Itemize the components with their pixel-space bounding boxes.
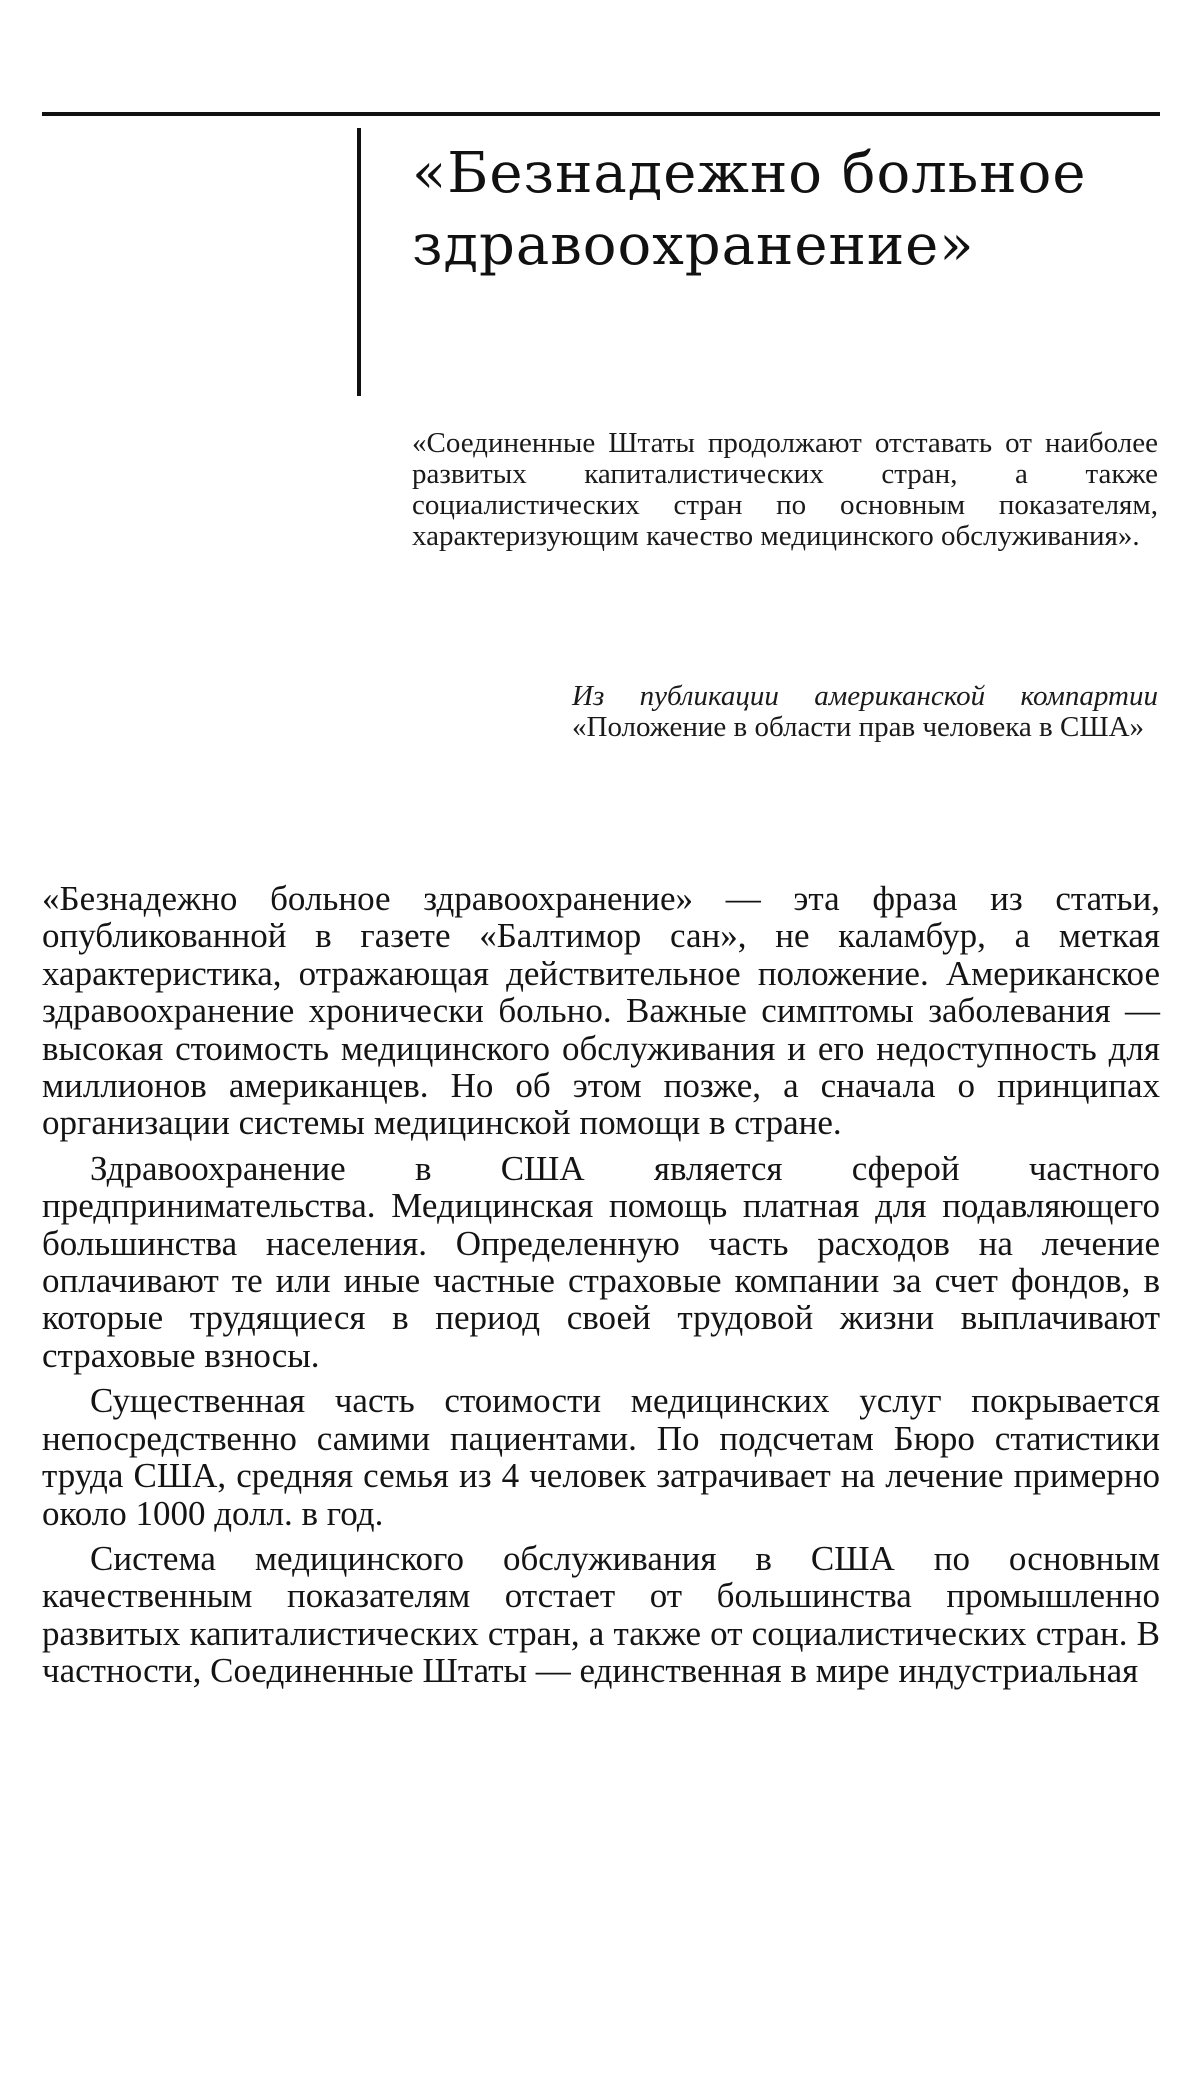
epigraph-source	[572, 681, 1158, 743]
chapter-title: «Безнадежно больное здравоохранение»	[412, 141, 1087, 278]
paragraph-3: Существенная часть стоимости медицинских услуг покрывается непосредственно самими пациентами. По подсчетам Бюро статистики труда США, средняя семья из 4 человек затрачивает на лечение примерно около 1000 долл. в год.	[42, 1381, 1160, 1533]
epigraph-source-lead: Из публикации американской компартии	[572, 680, 1158, 712]
title-vertical-rule	[357, 128, 361, 396]
top-horizontal-rule	[42, 112, 1160, 116]
paragraph-1: «Безнадежно больное здравоохранение» — эта фраза из статьи, опубликованной в газете «Балтимор сан», не каламбур, а меткая характеристика, отражающая действительное положение. Американское здравоохранение хронически больно. Важные симптомы заболевания — высокая стоимость медицинского обслуживания и его недоступность для миллионов американцев. Но об этом позже, а сначала о принципах организации системы медицинской помощи в стране.	[42, 879, 1160, 1143]
epigraph-source-title: «Положение в области прав человека в США»	[572, 711, 1145, 743]
epigraph-quote: «Соединенные Штаты продолжают отставать от наиболее развитых капиталистических стран, а также социалистических стран по основным показателям, характеризующим качество медицинского обслуживания».	[412, 427, 1158, 552]
paragraph-2: Здравоохранение в США является сферой частного предпринимательства. Медицинская помощь платная для подавляющего большинства населения. Определенную часть расходов на лечение оплачивают те или иные частные страховые компании за счет фондов, в которые трудящиеся в период своей трудовой жизни выплачивают страховые взносы.	[42, 1148, 1160, 1375]
paragraph-4: Система медицинского обслуживания в США по основным качественным показателям отстает от большинства промышленно развитых капиталистических стран, а также от социалистических стран. В частности, Соединенные Штаты — единственная в мире индустриальная	[42, 1538, 1160, 1691]
article-body	[42, 880, 1160, 1690]
